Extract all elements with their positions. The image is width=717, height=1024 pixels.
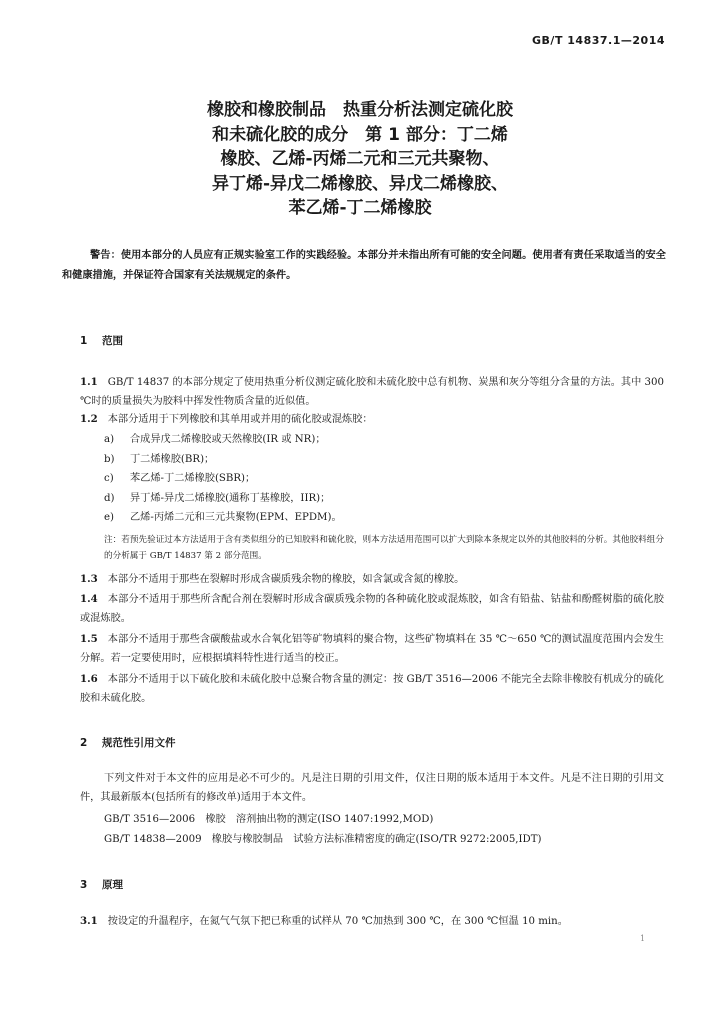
reference-list: [104, 810, 664, 850]
clause-3-1: [80, 912, 664, 932]
clause-number: 1.4: [80, 593, 98, 605]
title-line: 苯乙烯-丁二烯橡胶: [288, 198, 432, 218]
clause-number: 3.1: [80, 915, 98, 927]
clause-1-3: [80, 570, 664, 590]
list-item: a) 合成异戊二烯橡胶或天然橡胶(IR 或 NR)；: [104, 434, 326, 445]
clause-text: GB/T 14837 的本部分规定了使用热重分析仪测定硫化胶和未硫化胶中总有机物、炭黑和灰分等组分含量的方法。其中 300 ℃时的质量损失为胶料中挥发性物质含量的近似值。: [80, 377, 664, 407]
list-item: b) 丁二烯橡胶(BR)；: [104, 453, 215, 465]
section-title: 规范性引用文件: [102, 737, 176, 749]
scope-note: 注：若预先验证过本方法适用于含有类似组分的已知胶料和硫化胶，则本方法适用范围可以扩大到除本条规定以外的其他胶料的分析。其他胶料组分的分析属于 GB/T 14837 第 2 部分范围。: [104, 535, 664, 561]
clause-number: 1.2: [80, 413, 98, 425]
document-title: [60, 98, 660, 221]
clause-text: 本部分不适用于以下硫化胶和未硫化胶中总聚合物含量的测定：按 GB/T 3516—2006 不能完全去除非橡胶有机成分的硫化胶和未硫化胶。: [80, 674, 664, 704]
clause-text: 本部分不适用于那些所含配合剂在裂解时形成含碳质残余物的各种硫化胶或混炼胶，如含有铅盐、钴盐和酚醛树脂的硫化胶或混炼胶。: [80, 594, 664, 624]
clause-number: 1.6: [80, 673, 98, 685]
section-number: 2: [80, 737, 88, 749]
clause-number: 1.3: [80, 573, 98, 585]
title-line: 异丁烯-异戊二烯橡胶、异戊二烯橡胶、: [211, 173, 509, 194]
clause-number: 1.5: [80, 633, 98, 645]
clause-1-2: [80, 410, 664, 430]
clause-1-5: [80, 630, 664, 668]
title-line: 橡胶、乙烯-丙烯二元和三元共聚物、: [220, 149, 500, 169]
section-number: 3: [80, 879, 88, 891]
clause-text: 按设定的升温程序，在氮气气氛下把已称重的试样从 70 ℃加热到 300 ℃，在 300 ℃恒温 10 min。: [107, 916, 568, 927]
section-title: 范围: [102, 335, 123, 347]
reference-item: GB/T 14838—2009 橡胶与橡胶制品 试验方法标准精密度的确定(ISO/TR 9272:2005,IDT): [104, 834, 542, 845]
clause-text: 本部分不适用于那些在裂解时形成含碳质残余物的橡胶，如含氯或含氮的橡胶。: [107, 574, 465, 585]
section-number: 1: [80, 335, 88, 347]
section-title: 原理: [102, 879, 123, 891]
clause-number: 1.1: [80, 376, 98, 388]
title-line: 和未硫化胶的成分 第 1 部分：丁二烯: [212, 124, 508, 145]
standard-code: GB/T 14837.1—2014: [532, 34, 665, 47]
page-number: 1: [640, 934, 646, 943]
rubber-type-list: [104, 430, 664, 528]
section-heading-scope: [80, 333, 123, 348]
list-item: c) 苯乙烯-丁二烯橡胶(SBR)；: [104, 473, 256, 484]
section-heading-principle: [80, 877, 123, 892]
list-item: e) 乙烯-丙烯二元和三元共聚物(EPM、EPDM)。: [104, 512, 342, 523]
clause-text: 本部分适用于下列橡胶和其单用或并用的硫化胶或混炼胶：: [107, 414, 373, 425]
title-line: 橡胶和橡胶制品 热重分析法测定硫化胶: [207, 100, 513, 120]
section-heading-normative-references: [80, 735, 176, 750]
clause-1-6: [80, 670, 664, 708]
list-item: d) 异丁烯-异戊二烯橡胶(通称丁基橡胶，IIR)；: [104, 492, 331, 504]
safety-warning: 警告：使用本部分的人员应有正规实验室工作的实践经验。本部分并未指出所有可能的安全问题。使用者有责任采取适当的安全和健康措施，并保证符合国家有关法规规定的条件。: [62, 249, 666, 281]
clause-1-1: [80, 373, 664, 411]
clause-text: 本部分不适用于那些含碳酸盐或水合氧化铝等矿物填料的聚合物，这些矿物填料在 35 ℃～650 ℃的测试温度范围内会发生分解。若一定要使用时，应根据填料特性进行适当的校正。: [80, 634, 664, 664]
clause-1-4: [80, 590, 664, 628]
reference-item: GB/T 3516—2006 橡胶 溶剂抽出物的测定(ISO 1407:1992,MOD): [104, 814, 434, 825]
references-intro: 下列文件对于本文件的应用是必不可少的。凡是注日期的引用文件，仅注日期的版本适用于本文件。凡是不注日期的引用文件，其最新版本(包括所有的修改单)适用于本文件。: [80, 773, 664, 803]
